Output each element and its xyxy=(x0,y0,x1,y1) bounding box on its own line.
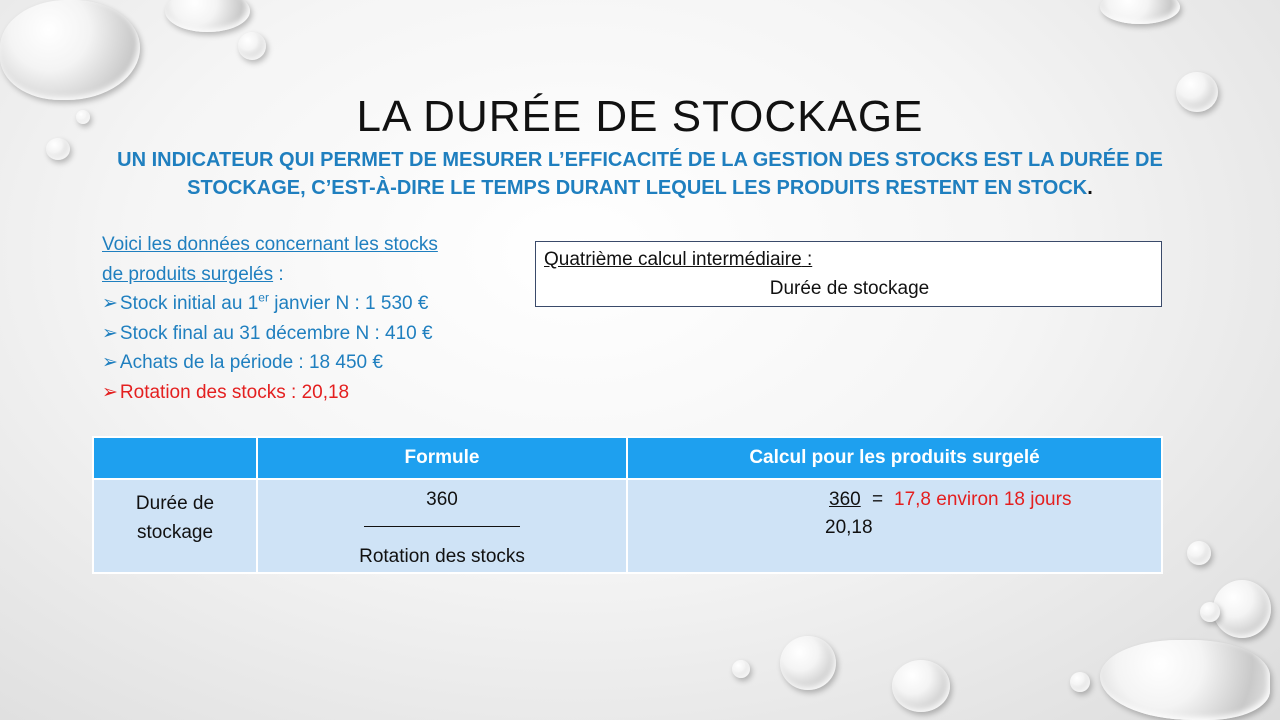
subtitle-line xyxy=(100,174,1180,202)
table-row xyxy=(93,479,1162,573)
calc-box-colon: : xyxy=(801,249,813,270)
subtitle-period: . xyxy=(1087,177,1093,199)
calc-box-label-text: Quatrième calcul intermédiaire xyxy=(544,249,802,270)
data-item-stock-final xyxy=(102,319,522,349)
calc-denominator: 20,18 xyxy=(825,517,873,538)
water-drop-icon xyxy=(1213,580,1271,638)
formula-denominator: Rotation des stocks xyxy=(359,546,525,567)
water-drop-icon xyxy=(1187,541,1211,565)
data-intro-colon: : xyxy=(273,263,284,285)
slide-title: LA DURÉE DE STOCKAGE xyxy=(356,92,924,141)
data-item-text: Achats de la période : 18 450 € xyxy=(119,352,383,373)
water-drop-icon xyxy=(1070,672,1090,692)
fraction-bar xyxy=(364,526,520,527)
data-item-rotation xyxy=(102,378,522,408)
data-block xyxy=(102,230,522,407)
water-drop-icon xyxy=(238,32,266,60)
water-drop-icon xyxy=(1100,0,1180,24)
calc-numerator: 360 xyxy=(829,489,861,510)
data-item-achats xyxy=(102,348,522,378)
water-drop-icon xyxy=(1100,640,1270,720)
data-item-text: Stock final au 31 décembre N : 410 € xyxy=(119,322,433,344)
arrow-bullet-icon: ➢ xyxy=(102,381,118,403)
water-drop-icon xyxy=(892,660,950,712)
calc-equals: = xyxy=(872,489,884,510)
water-drop-icon xyxy=(780,636,836,690)
arrow-bullet-icon: ➢ xyxy=(102,352,118,373)
formula-numerator: 360 xyxy=(426,489,458,510)
data-item-text: Stock initial au 1 xyxy=(119,293,259,314)
calc-result xyxy=(629,481,1160,571)
table-header-row xyxy=(93,437,1162,479)
formula-fraction xyxy=(259,481,625,571)
arrow-bullet-icon: ➢ xyxy=(102,322,118,344)
calc-box xyxy=(535,241,1162,307)
table-cell xyxy=(627,479,1162,573)
data-item-stock-initial xyxy=(102,289,522,319)
calc-result-value: 17,8 environ 18 jours xyxy=(894,489,1072,510)
water-drop-icon xyxy=(165,0,250,32)
subtitle-text: STOCKAGE, C’EST-À-DIRE LE TEMPS DURANT LEQUEL LES PRODUITS RESTENT EN STOCK xyxy=(187,177,1088,199)
arrow-bullet-icon: ➢ xyxy=(102,293,118,314)
calc-box-value: Durée de stockage xyxy=(769,278,930,299)
table-header: Calcul pour les produits surgelé xyxy=(627,437,1162,479)
data-intro xyxy=(102,230,522,260)
data-intro-line: Voici les données concernant les stocks xyxy=(102,234,438,255)
data-item-text: Rotation des stocks : 20,18 xyxy=(119,381,350,403)
data-intro-line: de produits surgelés xyxy=(102,263,274,285)
water-drop-icon xyxy=(1200,602,1220,622)
data-item-text: janvier N : 1 530 € xyxy=(268,293,429,314)
calc-box-label xyxy=(544,249,812,271)
row-label-line: stockage xyxy=(136,522,214,543)
data-item-superscript: er xyxy=(258,290,269,305)
row-label-line: Durée de xyxy=(135,493,215,514)
table-cell xyxy=(93,479,257,573)
water-drop-icon xyxy=(0,0,140,100)
table-cell xyxy=(257,479,627,573)
row-label xyxy=(95,481,255,547)
slide-subtitle xyxy=(100,146,1180,202)
data-intro xyxy=(102,260,522,290)
subtitle-line: UN INDICATEUR QUI PERMET DE MESURER L’EFFICACITÉ DE LA GESTION DES STOCKS EST LA DURÉE DE xyxy=(117,149,1163,171)
table-header: Formule xyxy=(257,437,627,479)
table-header xyxy=(93,437,257,479)
formula-table xyxy=(92,436,1163,574)
water-drop-icon xyxy=(732,660,750,678)
